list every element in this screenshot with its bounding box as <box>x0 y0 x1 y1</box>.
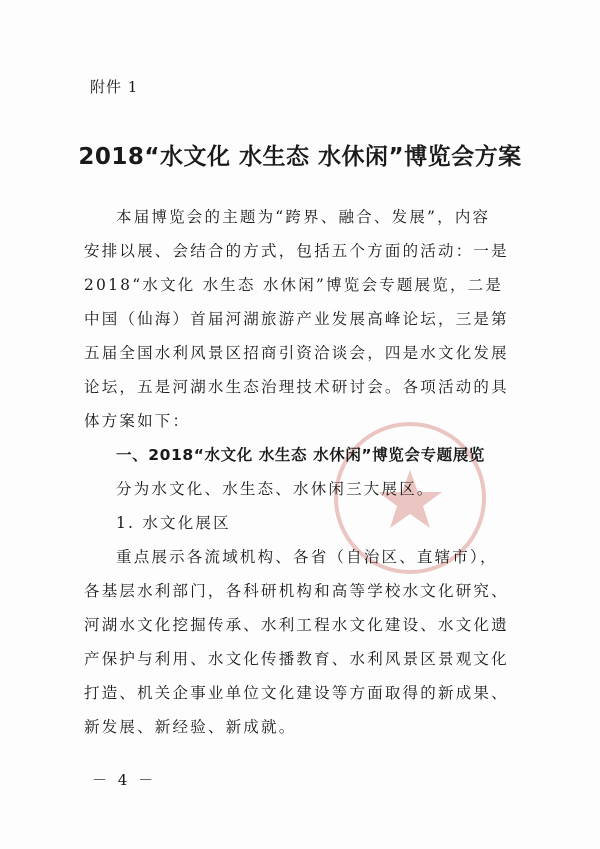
section-intro: 分为水文化、水生态、水休闲三大展区。 <box>116 480 435 498</box>
subsection-line: 河湖水文化挖掘传承、水利工程水文化建设、水文化遗 <box>84 616 509 634</box>
subsection-heading: 1. 水文化展区 <box>116 514 231 532</box>
intro-paragraph <box>84 200 524 744</box>
subsection-line: 产保护与利用、水文化传播教育、水利风景区景观文化 <box>84 650 509 668</box>
intro-line: 本届博览会的主题为“跨界、融合、发展”，内容 <box>116 208 491 226</box>
subsection-line: 新发展、新经验、新成就。 <box>84 718 297 736</box>
attachment-label: 附件 1 <box>90 78 139 96</box>
subsection-line: 各基层水利部门，各科研机构和高等学校水文化研究、 <box>84 582 509 600</box>
subsection-line: 打造、机关企事业单位文化建设等方面取得的新成果、 <box>84 684 509 702</box>
intro-line: 2018“水文化 水生态 水休闲”博览会专题展览，二是 <box>84 276 504 294</box>
intro-line: 中国（仙海）首届河湖旅游产业发展高峰论坛，三是第 <box>84 310 509 328</box>
intro-line: 论坛，五是河湖水生态治理技术研讨会。各项活动的具 <box>84 378 509 396</box>
intro-line: 五届全国水利风景区招商引资洽谈会，四是水文化发展 <box>84 344 509 362</box>
intro-line: 安排以展、会结合的方式，包括五个方面的活动：一是 <box>84 242 509 260</box>
document-title: 2018“水文化 水生态 水休闲”博览会方案 <box>78 144 522 170</box>
page-number: － 4 － <box>92 771 157 789</box>
section-heading: 一、2018“水文化 水生态 水休闲”博览会专题展览 <box>116 446 485 464</box>
intro-line: 体方案如下： <box>84 412 191 430</box>
subsection-line: 重点展示各流域机构、各省（自治区、直辖市）， <box>116 548 498 566</box>
